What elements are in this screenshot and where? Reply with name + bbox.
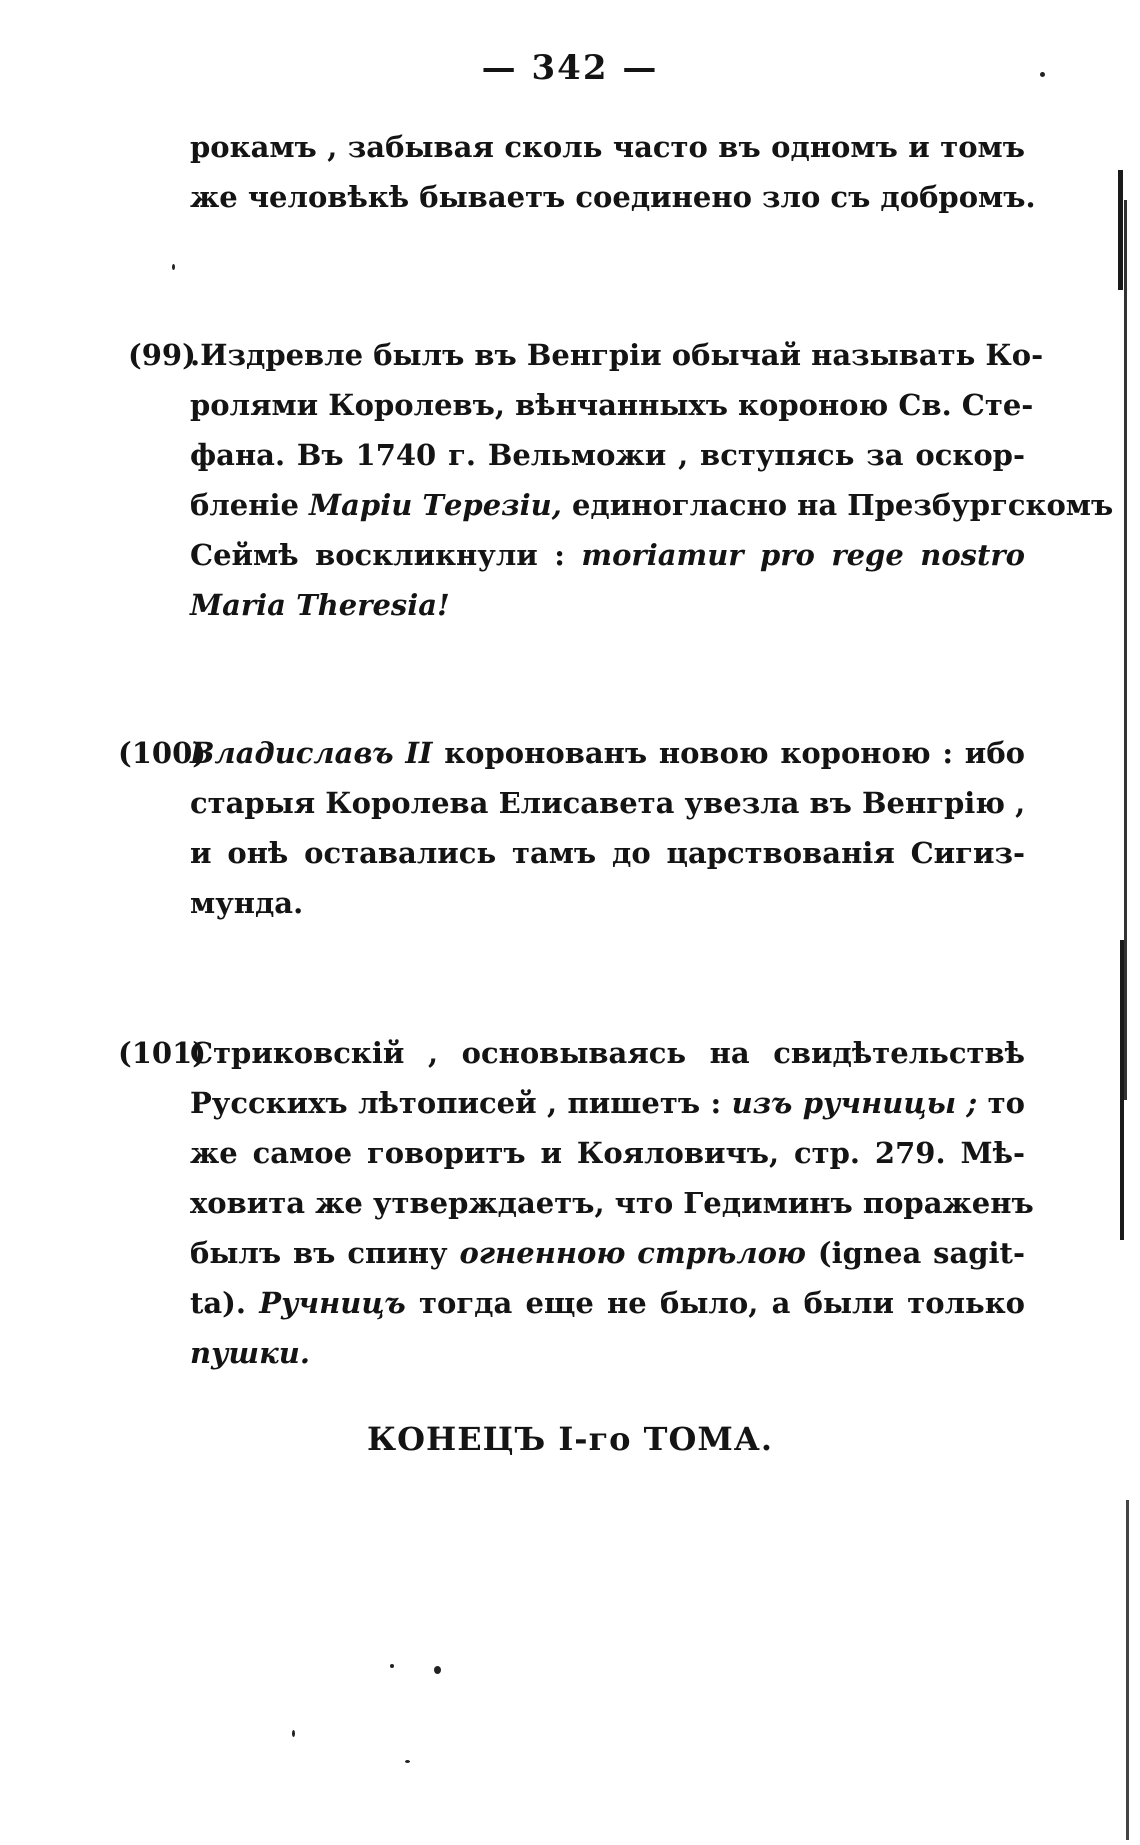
- scan-speck: [292, 1730, 295, 1737]
- italic-term: изъ ручницы ;: [731, 1086, 978, 1120]
- footnote-number: (101): [118, 1036, 206, 1070]
- scan-speck: [390, 1664, 394, 1668]
- text-line: [190, 1328, 1025, 1378]
- text-line: рокамъ , забывая сколь часто въ одномъ и томъ: [190, 130, 1025, 164]
- text-line: ховита же утверждаетъ, что Гедиминъ пораженъ: [190, 1186, 1034, 1220]
- text-span: единогласно на Презбургскомъ: [561, 488, 1114, 522]
- italic-term: огненною стрѣлою: [459, 1236, 806, 1270]
- latin-quote: Maria Theresia!: [190, 588, 450, 622]
- end-of-volume-title: КОНЕЦЪ I-го ТОМА.: [367, 1420, 773, 1458]
- text-line: [190, 580, 1025, 630]
- continued-text: [190, 122, 1036, 222]
- text-line: [190, 480, 1114, 530]
- text-line: [190, 728, 1025, 778]
- text-line: Стриковскій , основываясь на свидѣтельствѣ: [190, 1036, 1025, 1070]
- footnote-101: [118, 1028, 1034, 1378]
- text-span: (ignea sagit-: [805, 1236, 1025, 1270]
- text-line: ролями Королевъ, вѣнчанныхъ короною Св. Сте-: [190, 388, 1034, 422]
- footnote-100: [118, 728, 1026, 928]
- text-span: бленіе: [190, 488, 310, 522]
- text-line: [190, 1228, 1025, 1278]
- text-span: Сеймѣ воскликнули :: [190, 538, 582, 572]
- text-line: и онѣ оставались тамъ до царствованія Сигиз-: [190, 836, 1025, 870]
- text-span: коронованъ новою короною : ибо: [432, 736, 1026, 770]
- text-line: [190, 1278, 1025, 1328]
- scan-speck: [405, 1760, 410, 1763]
- text-line: фана. Въ 1740 г. Вельможи , вступясь за оскор-: [190, 438, 1025, 472]
- footnote-number: (99): [128, 338, 196, 372]
- scan-edge-line: [1118, 170, 1123, 290]
- text-line: же самое говоритъ и Кояловичъ, стр. 279. Мѣ-: [190, 1136, 1025, 1170]
- scan-speck: [172, 264, 175, 270]
- italic-term: Ручницъ: [259, 1286, 406, 1320]
- footnote-99: [128, 330, 1114, 630]
- text-line: [190, 1078, 1025, 1128]
- scan-speck: [1040, 72, 1045, 77]
- text-line: мунда.: [190, 886, 304, 920]
- scan-edge-line: [1120, 940, 1124, 1240]
- text-span: то: [977, 1086, 1025, 1120]
- scan-edge-line: [1126, 1500, 1129, 1840]
- footnote-number: (100): [118, 736, 206, 770]
- text-line: .Издревле былъ въ Венгріи обычай называть Ко-: [190, 338, 1044, 372]
- italic-name: Маріи Терезіи,: [309, 488, 562, 522]
- italic-name: Владиславъ II: [190, 736, 433, 770]
- text-line: же человѣкѣ бываетъ соединено зло съ добромъ.: [190, 180, 1036, 214]
- scan-speck: [434, 1666, 441, 1674]
- text-line: старыя Королева Елисавета увезла въ Венгрію ,: [190, 786, 1026, 820]
- italic-term: пушки.: [190, 1336, 310, 1370]
- text-span: Русскихъ лѣтописей , пишетъ :: [190, 1086, 732, 1120]
- scan-edge-line: [1124, 200, 1127, 1100]
- page-number: — 342 —: [481, 48, 659, 88]
- text-line: [190, 530, 1025, 580]
- text-span: былъ въ спину: [190, 1236, 460, 1270]
- text-span: ta).: [190, 1286, 260, 1320]
- text-span: тогда еще не было, а были только: [405, 1286, 1025, 1320]
- latin-quote: moriamur pro rege nostro: [581, 538, 1025, 572]
